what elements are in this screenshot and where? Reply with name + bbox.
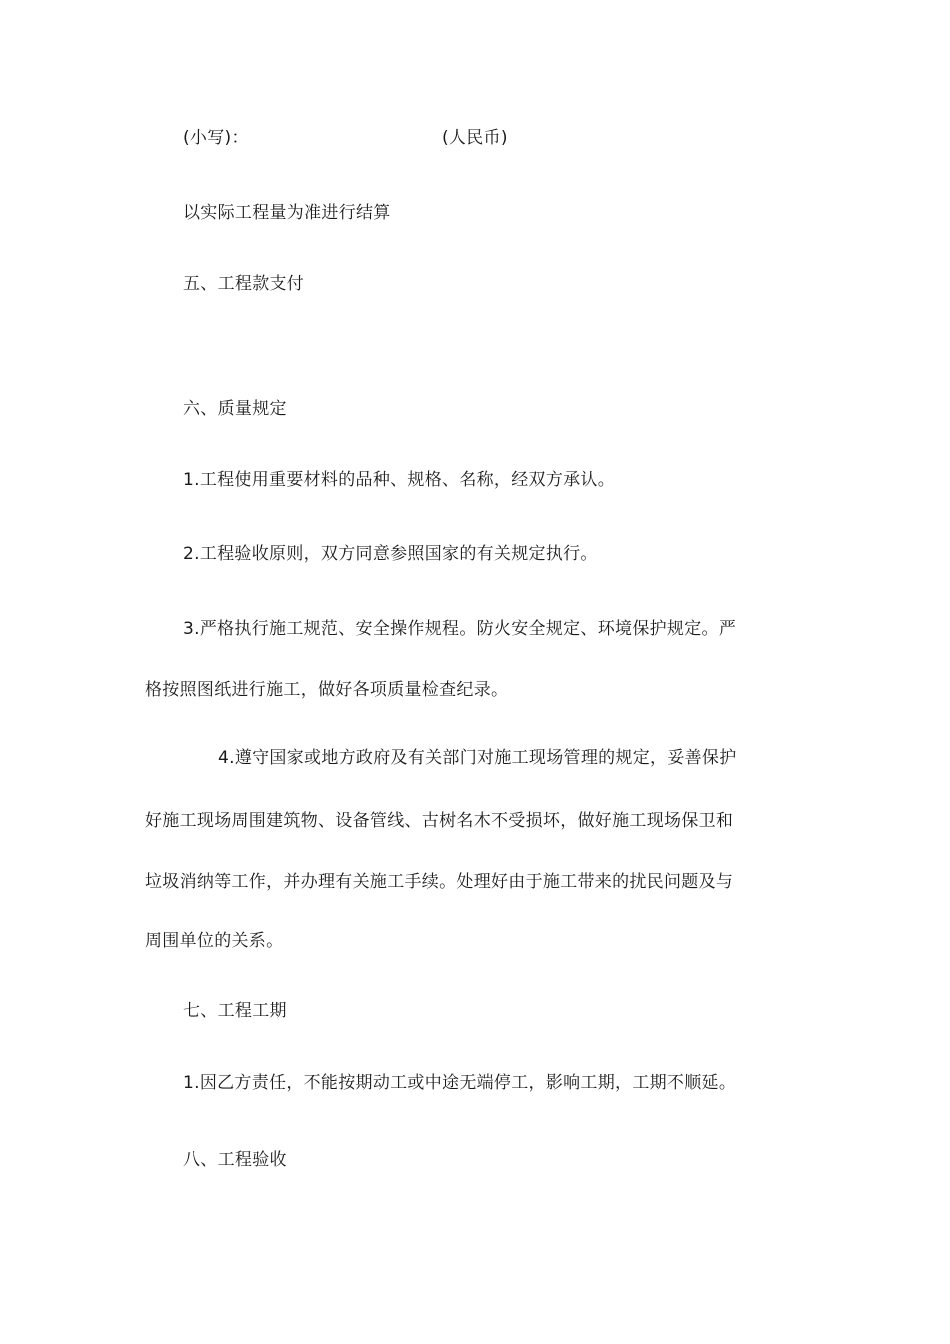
currency-label: (人民币) [442,128,508,148]
section6-item4-line3: 垃圾消纳等工作，并办理有关施工手续。处理好由于施工带来的扰民问题及与 [145,872,734,892]
settlement-note: 以实际工程量为准进行结算 [183,203,391,223]
section6-item2: 2.工程验收原则，双方同意参照国家的有关规定执行。 [183,544,598,564]
section6-item3-line1: 3.严格执行施工规范、安全操作规程。防火安全规定、环境保护规定。严 [183,619,737,639]
section6-item4-line4: 周围单位的关系。 [145,931,284,951]
lowercase-amount-label: (小写)： [183,128,249,148]
section6-item4-line1: 4.遵守国家或地方政府及有关部门对施工现场管理的规定，妥善保护 [218,748,737,768]
section6-heading: 六、质量规定 [183,399,287,419]
amount-line [183,126,508,150]
section6-item4-line2: 好施工现场周围建筑物、设备管线、古树名木不受损坏，做好施工现场保卫和 [145,811,734,831]
section8-heading: 八、工程验收 [183,1150,287,1170]
section6-item3-line2: 格按照图纸进行施工，做好各项质量检查纪录。 [145,680,509,700]
section5-heading: 五、工程款支付 [183,274,305,294]
section7-heading: 七、工程工期 [183,1001,287,1021]
section6-item1: 1.工程使用重要材料的品种、规格、名称，经双方承认。 [183,470,616,490]
section7-item1: 1.因乙方责任，不能按期动工或中途无端停工，影响工期，工期不顺延。 [183,1073,737,1093]
